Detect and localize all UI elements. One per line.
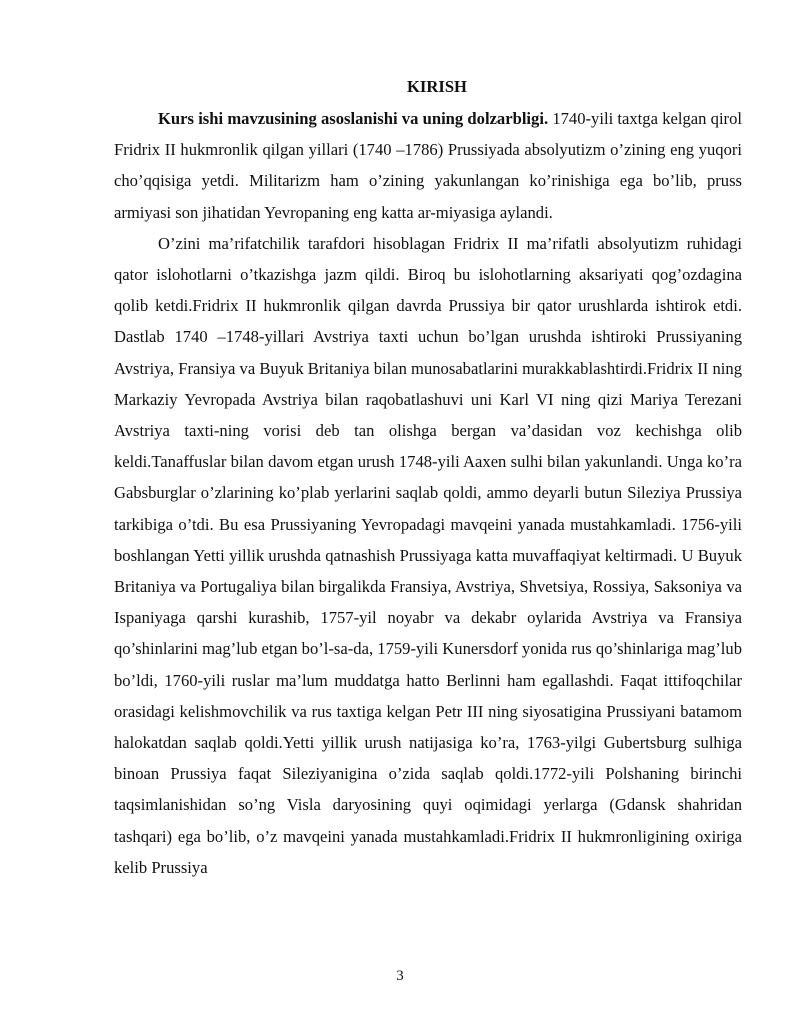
section-title: KIRISH xyxy=(407,77,467,96)
paragraph-lead: Kurs ishi mavzusining asoslanishi va uning dolzarbligi. xyxy=(158,109,549,128)
paragraph-1 xyxy=(114,103,742,228)
paragraph-2 xyxy=(114,228,742,883)
page-content xyxy=(114,71,742,883)
paragraph-text: O’zini ma’rifatchilik tarafdori hisoblagan Fridrix II ma’rifatli absolyutizm ruhidagi qator islohotlarni o’tkazishga jazm qildi. Biroq bu islohotlarning aksariyati qog’ozdagina qolib ketdi.Fridrix II hukmronlik qilgan davrda Prussiya bir qator urushlarda ishtirok etdi. Dastlab 1740 –1748-yillari Avstriya taxti uchun bo’lgan urushda ishtiroki Prussiyaning Avstriya, Fransiya va Buyuk Britaniya bilan munosabatlarini murakkablashtirdi.Fridrix II ning Markaziy Yevropada Avstriya bilan raqobatlashuvi uni Karl VI ning qizi Mariya Terezani Avstriya taxti-ning vorisi deb tan olishga bergan va’dasidan voz kechishga olib keldi.Tanaffuslar bilan davom etgan urush 1748-yili Aaxen sulhi bilan yakunlandi. Unga ko’ra Gabsburglar o’zlarining ko’plab yerlarini saqlab qoldi, ammo deyarli butun Sileziya Prussiya tarkibiga o’tdi. Bu esa Prussiyaning Yevropadagi mavqeini yanada mustahkamladi. 1756-yili boshlangan Yetti yillik urushda qatnashish Prussiyaga katta muvaffaqiyat keltirmadi. U Buyuk Britaniya va Portugaliya bilan birgalikda Fransiya, Avstriya, Shvetsiya, Rossiya, Saksoniya va Ispaniyaga qarshi kurashib, 1757-yil noyabr va dekabr oylarida Avstriya va Fransiya qo’shinlarini mag’lub etgan bo’l-sa-da, 1759-yili Kunersdorf yonida rus qo’shinlariga mag’lub bo’ldi, 1760-yili ruslar ma’lum muddatga hatto Berlinni ham egallashdi. Faqat ittifoqchilar orasidagi kelishmovchilik va rus taxtiga kelgan Petr III ning siyosatigina Prussiyani batamom halokatdan saqlab qoldi.Yetti yillik urush natijasiga ko’ra, 1763-yilgi Gubertsburg sulhiga binoan Prussiya faqat Sileziyanigina o’zida saqlab qoldi.1772-yili Polshaning birinchi taqsimlanishidan so’ng Visla daryosining quyi oqimidagi yerlarga (Gdansk shahridan tashqari) ega bo’lib, o’z mavqeini yanada mustahkamladi.Fridrix II hukmronligining oxiriga kelib Prussiya xyxy=(114,233,742,877)
paragraph-text: 1740-yili taxtga kelgan qirol Fridrix II hukmronlik qilgan yillari (1740 –1786) Prussiyada absolyutizm o’zining eng yuqori cho’qqisiga yetdi. Militarizm ham o’zining yakunlangan ko’rinishiga ega bo’lib, pruss armiyasi son jihatidan Yevropaning eng katta ar-miyasiga aylandi. xyxy=(114,109,742,222)
page-number: 3 xyxy=(396,968,404,984)
